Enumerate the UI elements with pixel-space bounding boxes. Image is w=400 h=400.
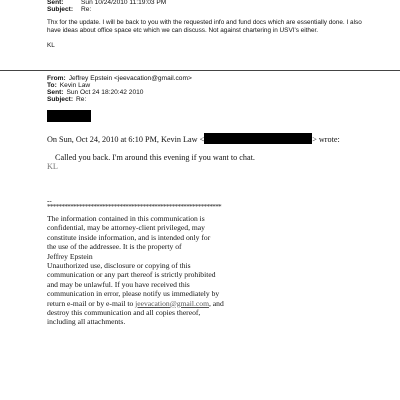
sent-label: Sent: <box>47 89 64 96</box>
footer-stars: ************************************************************ <box>47 203 222 211</box>
email-link[interactable]: jeevacation@gmail.com <box>135 298 209 308</box>
disclaimer-line: The information contained in this communication is <box>47 214 205 223</box>
disclaimer-line: and may be unlawful. If you have received this <box>47 279 190 289</box>
email1-signature: KL <box>47 42 55 49</box>
from-label: From: <box>47 75 66 82</box>
disclaimer-line: including all attachments. <box>47 317 126 327</box>
sent-label: Sent: <box>47 0 64 6</box>
subject-value: Re: <box>76 96 87 103</box>
quoted-signature: KL <box>47 162 58 171</box>
quoted-body: Called you back. I'm around this evening if you want to chat. <box>55 153 255 162</box>
disclaimer-line: destroy this communication and all copies thereof, <box>47 307 201 317</box>
from-value: Jeffrey Epstein <jeevacation@gmail.com> <box>68 75 192 82</box>
subject-label: Subject: <box>47 6 74 13</box>
quote-prefix: On Sun, Oct 24, 2010 at 6:10 PM, Kevin Law < <box>47 135 205 144</box>
quote-suffix: > wrote: <box>312 135 340 144</box>
disclaimer-line: the use of the addressee. It is the property of <box>47 242 182 252</box>
disclaimer-line: Jeffrey Epstein <box>47 251 93 261</box>
footer-dashes: -- <box>47 197 52 205</box>
to-label: To: <box>47 82 57 89</box>
email2-subject-row <box>47 96 86 104</box>
redaction-block <box>47 110 91 122</box>
email1-subject-row <box>47 6 91 14</box>
sent-value: Sun Oct 24 18:20:42 2010 <box>66 89 144 96</box>
email-pre: return e-mail or by e-mail to <box>47 298 136 308</box>
disclaimer-line-email <box>47 299 224 308</box>
disclaimer-line: confidential, may be attorney-client privileged, may <box>47 223 205 233</box>
disclaimer-line: communication in error, please notify us immediately by <box>47 289 220 299</box>
disclaimer-line: constitute inside information, and is intended only for <box>47 232 211 242</box>
disclaimer-line: Unauthorized use, disclosure or copying of this <box>47 260 191 270</box>
email1-body: Thx for the update. I will be back to you with the requested info and fund docs which are essentially done. I also have ideas about office space etc which we can discuss. Not against chartering in USVI's either. <box>47 19 362 35</box>
to-value: Kevin Law <box>59 82 91 89</box>
disclaimer <box>47 214 224 327</box>
divider <box>0 70 400 71</box>
redacted-email <box>204 133 312 144</box>
quote-header <box>47 133 340 144</box>
email-post: , and <box>208 298 224 308</box>
subject-label: Subject: <box>47 96 74 103</box>
disclaimer-line: communication or any part thereof is strictly prohibited <box>47 270 216 280</box>
sent-value: Sun 10/24/2010 11:19:03 PM <box>81 0 167 6</box>
subject-value: Re: <box>81 6 92 13</box>
